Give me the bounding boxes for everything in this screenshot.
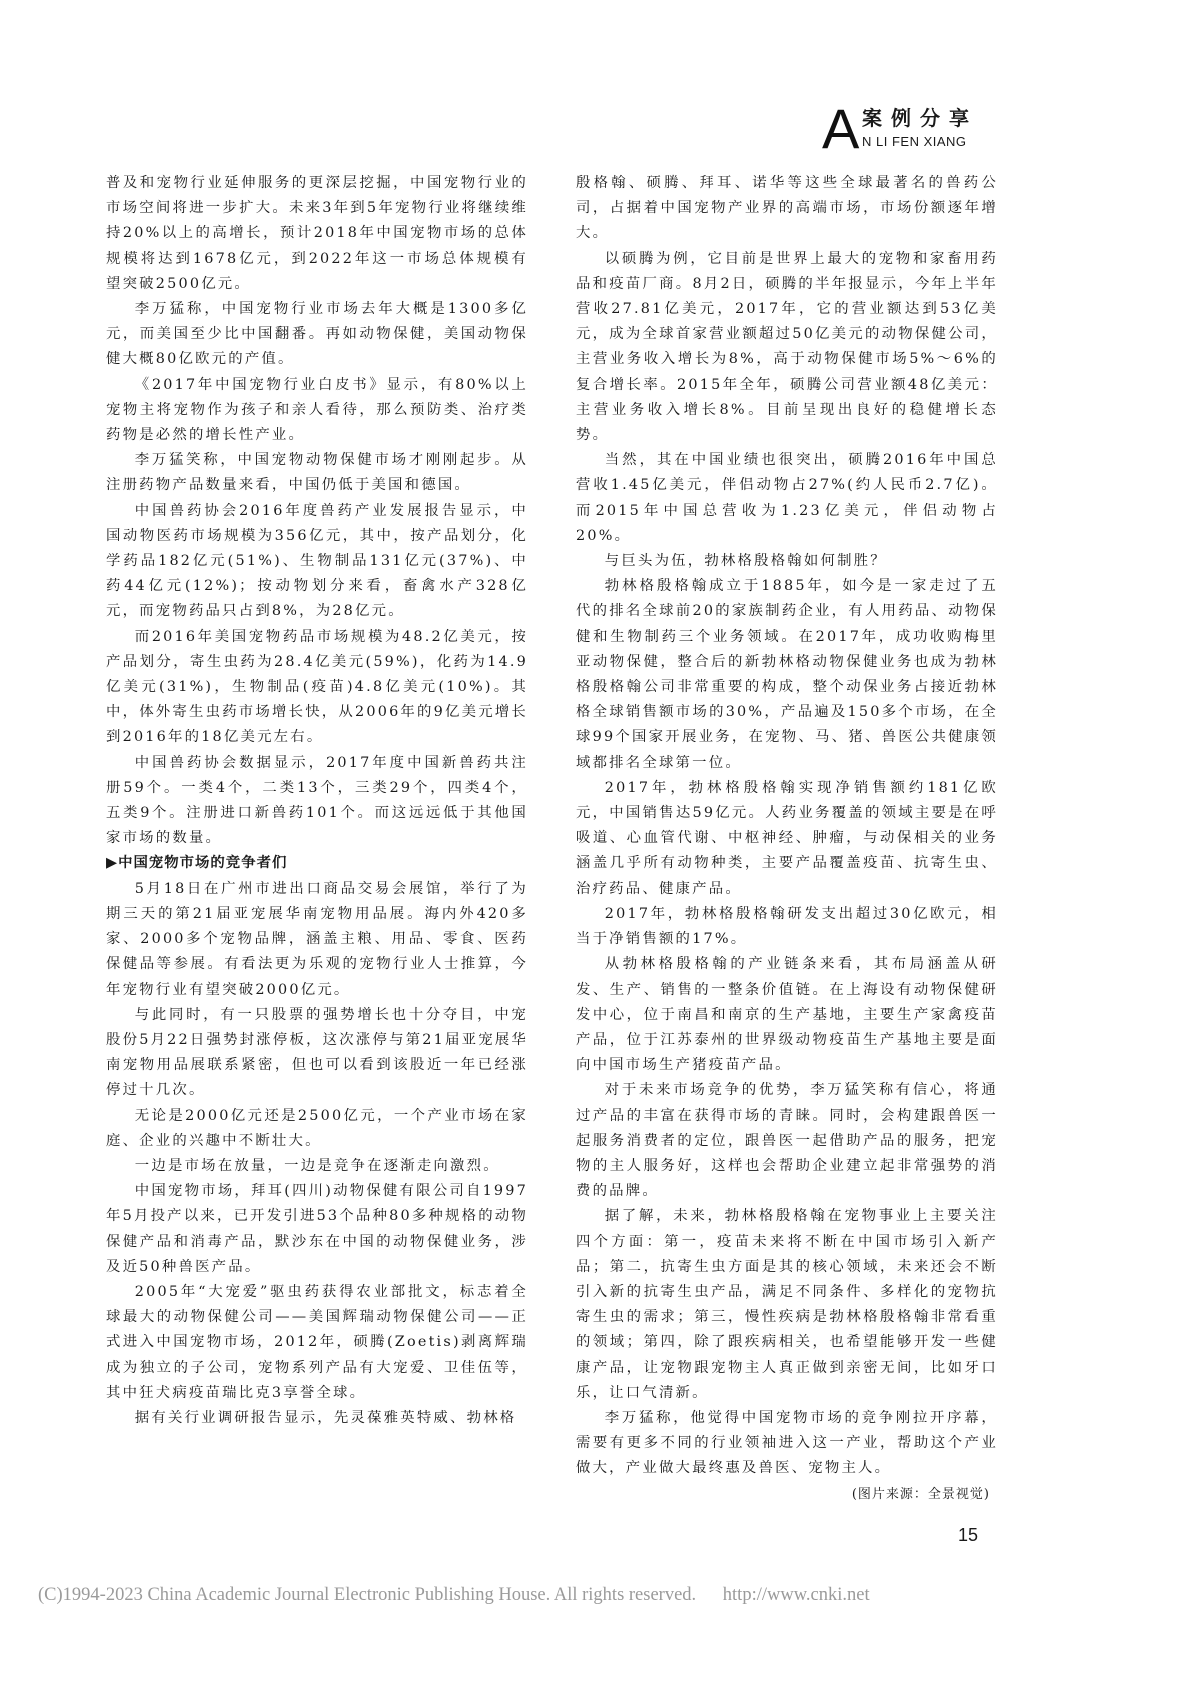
paragraph: 普及和宠物行业延伸服务的更深层挖掘，中国宠物行业的市场空间将进一步扩大。未来3年到5年宠物行业将继续维持20%以上的高增长，预计2018年中国宠物市场的总体规模将达到1678亿元，到2022年这一市场总体规模有望突破2500亿元。 bbox=[106, 175, 528, 292]
paragraph: 一边是市场在放量，一边是竞争在逐渐走向激烈。 bbox=[134, 1157, 500, 1174]
paragraph: 中国兽药协会2016年度兽药产业发展报告显示，中国动物医药市场规模为356亿元，其中，按产品划分，化学药品182亿元(51%)、生物制品131亿元(37%)、中药44亿元(12%)；按动物划分来看，畜禽水产328亿元，而宠物药品只占到8%，为28亿元。 bbox=[106, 502, 528, 620]
section-title-en: N LI FEN XIANG bbox=[862, 134, 967, 149]
paragraph: 殷格翰、硕腾、拜耳、诺华等这些全球最著名的兽药公司，占据着中国宠物产业界的高端市场，市场份额逐年增大。 bbox=[576, 175, 998, 242]
paragraph: 勃林格殷格翰成立于1885年，如今是一家走过了五代的排名全球前20的家族制药企业，有人用药品、动物保健和生物制药三个业务领域。在2017年，成功收购梅里亚动物保健，整合后的新勃林格动物保健业务也成为勃林格殷格翰公司非常重要的构成，整个动保业务占接近勃林格全球销售额市场的30%，产品遍及150多个市场，在全球99个国家开展业务，在宠物、马、猪、兽医公共健康领域都排名全球第一位。 bbox=[576, 578, 998, 771]
paragraph: 对于未来市场竞争的优势，李万猛笑称有信心，将通过产品的丰富在获得市场的青睐。同时，会构建跟兽医一起服务消费者的定位，跟兽医一起借助产品的服务，把宠物的主人服务好，这样也会帮助企业建立起非常强势的消费的品牌。 bbox=[576, 1082, 998, 1200]
paragraph: 而2016年美国宠物药品市场规模为48.2亿美元，按产品划分，寄生虫药为28.4亿美元(59%)，化药为14.9亿美元(31%)，生物制品(疫苗)4.8亿美元(10%)。其中，体外寄生虫药市场增长快，从2006年的9亿美元增长到2016年的18亿美元左右。 bbox=[106, 628, 528, 746]
columns bbox=[106, 171, 998, 1506]
left-column bbox=[106, 171, 528, 1431]
paragraph: 2017年，勃林格殷格翰实现净销售额约181亿欧元，中国销售达59亿元。人药业务覆盖的领域主要是在呼吸道、心血管代谢、中枢神经、肿瘤，与动保相关的业务涵盖几乎所有动物种类，主要产品覆盖疫苗、抗寄生虫、治疗药品、健康产品。 bbox=[576, 779, 998, 897]
page-number: 15 bbox=[958, 1524, 979, 1545]
paragraph: 中国宠物市场，拜耳(四川)动物保健有限公司自1997年5月投产以来，已开发引进53个品种80多种规格的动物保健产品和消毒产品，默沙东在中国的动物保健业务，涉及近50种兽医产品。 bbox=[106, 1183, 528, 1275]
paragraph: 与巨头为伍，勃林格殷格翰如何制胜？ bbox=[604, 553, 887, 570]
footer bbox=[38, 1584, 1200, 1606]
paragraph: 据了解，未来，勃林格殷格翰在宠物事业上主要关注四个方面：第一，疫苗未来将不断在中国市场引入新产品；第二，抗寄生虫方面是其的核心领域，未来还会不断引入新的抗寄生虫产品，满足不同条件、多样化的宠物抗寄生虫的需求；第三，慢性疾病是勃林格殷格翰非常看重的领域；第四，除了跟疾病相关，也希望能够开发一些健康产品，让宠物跟宠物主人真正做到亲密无间，比如牙口乐，让口气清新。 bbox=[576, 1208, 998, 1401]
paragraph: 中国兽药协会数据显示，2017年度中国新兽药共注册59个。一类4个，二类13个，三类29个，四类4个，五类9个。注册进口新兽药101个。而这远远低于其他国家市场的数量。 bbox=[106, 754, 528, 847]
image-credit-caption: (图片来源：全景视觉) bbox=[851, 1486, 990, 1502]
copyright-notice: (C)1994-2023 China Academic Journal Electronic Publishing House. All rights reserved. bbox=[38, 1584, 697, 1605]
paragraph: 据有关行业调研报告显示，先灵葆雅英特威、勃林格 bbox=[134, 1409, 517, 1426]
footer-url[interactable]: http://www.cnki.net bbox=[722, 1584, 870, 1605]
section-letter: A bbox=[822, 97, 860, 160]
paragraph: 从勃林格殷格翰的产业链条来看，其布局涵盖从研发、生产、销售的一整条价值链。在上海设有动物保健研发中心，位于南昌和南京的生产基地，主要生产家禽疫苗产品，位于江苏泰州的世界级动物疫苗生产基地主要是面向中国市场生产猪疫苗产品。 bbox=[576, 956, 998, 1074]
paragraph: 5月18日在广州市进出口商品交易会展馆，举行了为期三天的第21届亚宠展华南宠物用品展。海内外420多家、2000多个宠物品牌，涵盖主粮、用品、零食、医药保健品等参展。有看法更为乐观的宠物行业人士推算，今年宠物行业有望突破2000亿元。 bbox=[106, 880, 528, 998]
paragraph: 当然，其在中国业绩也很突出，硕腾2016年中国总营收1.45亿美元，伴侣动物占27%(约人民币2.7亿)。而2015年中国总营收为1.23亿美元，伴侣动物占20%。 bbox=[576, 452, 998, 544]
paragraph: 以硕腾为例，它目前是世界上最大的宠物和家畜用药品和疫苗厂商。8月2日，硕腾的半年报显示，今年上半年营收27.81亿美元，2017年，它的营业额达到53亿美元，成为全球首家营业额超过50亿美元的动物保健公司，主营业务收入增长为8%，高于动物保健市场5%～6%的复合增长率。2015年全年，硕腾公司营业额48亿美元：主营业务收入增长8%。目前呈现出良好的稳健增长态势。 bbox=[576, 250, 998, 444]
paragraph: 2005年“大宠爱”驱虫药获得农业部批文，标志着全球最大的动物保健公司——美国辉瑞动物保健公司——正式进入中国宠物市场，2012年，硕腾(Zoetis)剥离辉瑞成为独立的子公司，宠物系列产品有大宠爱、卫佳伍等，其中狂犬病疫苗瑞比克3享誉全球。 bbox=[106, 1283, 528, 1401]
paragraph: 《2017年中国宠物行业白皮书》显示，有80%以上宠物主将宠物作为孩子和亲人看待，那么预防类、治疗类药物是必然的增长性产业。 bbox=[106, 376, 528, 444]
paragraph: 李万猛称，他觉得中国宠物市场的竞争刚拉开序幕，需要有更多不同的行业领袖进入这一产业，帮助这个产业做大，产业做大最终惠及兽医、宠物主人。 bbox=[576, 1409, 998, 1477]
paragraph: 李万猛称，中国宠物行业市场去年大概是1300多亿元，而美国至少比中国翻番。再如动物保健，美国动物保健大概80亿欧元的产值。 bbox=[106, 301, 528, 368]
paragraph: 无论是2000亿元还是2500亿元，一个产业市场在家庭、企业的兴趣中不断壮大。 bbox=[106, 1107, 528, 1149]
right-column bbox=[576, 171, 998, 1506]
section-heading: ▶中国宠物市场的竞争者们 bbox=[106, 855, 288, 872]
paragraph: 2017年，勃林格殷格翰研发支出超过30亿欧元，相当于净销售额的17%。 bbox=[576, 905, 998, 948]
paragraph: 与此同时，有一只股票的强势增长也十分夺目，中宠股份5月22日强势封涨停板，这次涨停与第21届亚宠展华南宠物用品展联系紧密，但也可以看到该股近一年已经涨停过十几次。 bbox=[106, 1006, 528, 1099]
paragraph: 李万猛笑称，中国宠物动物保健市场才刚刚起步。从注册药物产品数量来看，中国仍低于美国和德国。 bbox=[106, 452, 528, 494]
section-title-cn: 案例分享 bbox=[862, 106, 978, 130]
